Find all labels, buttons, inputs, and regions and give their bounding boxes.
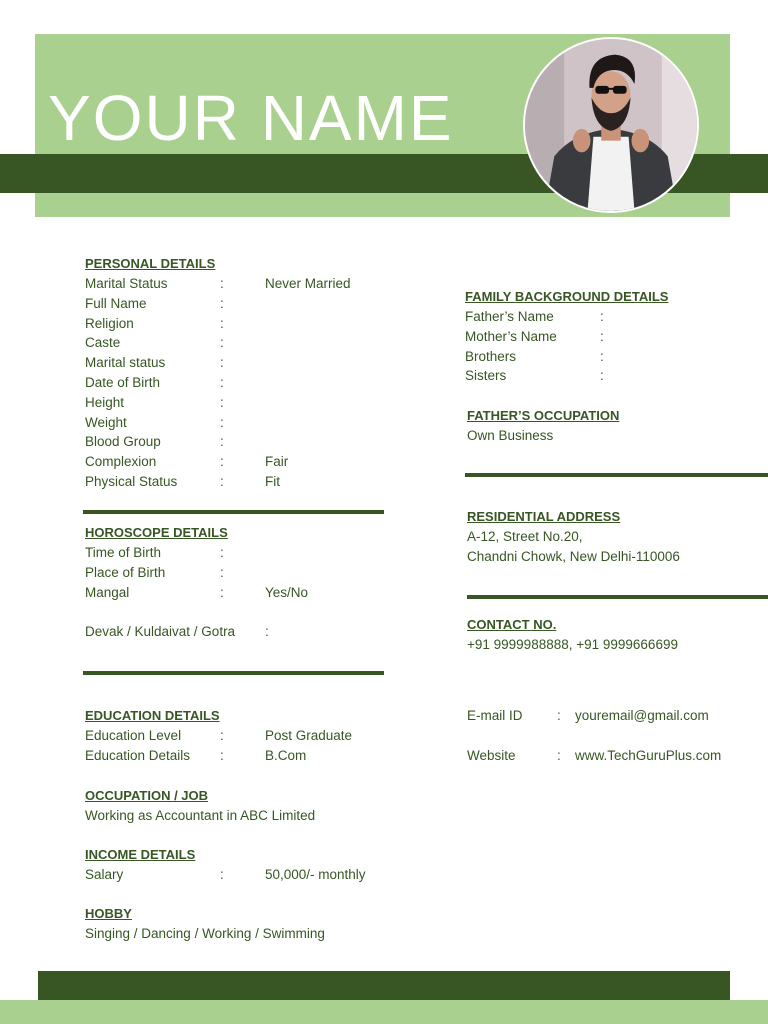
field-value: Fit <box>265 473 280 489</box>
detail-row <box>465 307 725 327</box>
field-label: Mangal <box>85 584 130 600</box>
detail-row <box>85 373 385 393</box>
field-label: Complexion <box>85 454 157 470</box>
father-occupation-text: Own Business <box>467 428 554 443</box>
personal-details-list <box>85 274 385 492</box>
field-separator: : <box>600 348 604 364</box>
field-separator: : <box>220 315 224 331</box>
hobby-text: Singing / Dancing / Working / Swimming <box>85 926 325 941</box>
address-line-2: Chandni Chowk, New Delhi-110006 <box>467 549 680 564</box>
divider <box>83 671 384 675</box>
field-separator: : <box>220 545 224 560</box>
field-label: Blood Group <box>85 434 161 450</box>
field-value: Fair <box>265 454 289 470</box>
field-label: Education Details <box>85 747 191 763</box>
divider <box>467 595 768 599</box>
field-label: Caste <box>85 335 121 351</box>
field-label: Devak / Kuldaivat / Gotra <box>85 624 236 639</box>
field-separator: : <box>557 707 561 723</box>
detail-row <box>85 472 385 492</box>
candidate-name: YOUR NAME <box>48 82 454 154</box>
income-details-list <box>85 865 385 885</box>
field-label: E-mail ID <box>467 707 523 723</box>
field-separator: : <box>220 394 224 410</box>
detail-row <box>85 294 385 314</box>
field-value: Never Married <box>265 276 351 291</box>
field-separator: : <box>600 328 604 344</box>
family-details-list <box>465 307 725 386</box>
website-value[interactable]: www.TechGuruPlus.com <box>575 747 722 763</box>
field-label: Place of Birth <box>85 564 166 580</box>
section-title-hobby: HOBBY <box>85 906 132 921</box>
detail-row <box>85 393 385 413</box>
horoscope-details-list <box>85 543 385 602</box>
field-separator: : <box>220 584 224 600</box>
detail-row <box>465 347 725 367</box>
field-label: Religion <box>85 315 134 331</box>
section-title-occupation: OCCUPATION / JOB <box>85 788 209 803</box>
field-label: Brothers <box>465 348 517 364</box>
field-label: Weight <box>85 414 127 430</box>
field-separator: : <box>220 414 224 430</box>
detail-row <box>85 583 385 603</box>
divider <box>83 510 384 514</box>
footer-band <box>0 1000 768 1024</box>
detail-row <box>465 366 725 386</box>
field-separator: : <box>220 473 224 489</box>
field-separator: : <box>220 276 224 291</box>
section-title-horoscope: HOROSCOPE DETAILS <box>85 525 228 540</box>
field-separator: : <box>265 624 269 639</box>
section-title-address: RESIDENTIAL ADDRESS <box>467 509 621 524</box>
field-label: Physical Status <box>85 473 178 489</box>
field-value: Post Graduate <box>265 728 353 743</box>
field-separator: : <box>220 335 224 351</box>
occupation-text: Working as Accountant in ABC Limited <box>85 808 316 823</box>
field-label: Full Name <box>85 295 147 311</box>
detail-row <box>85 563 385 583</box>
field-label: Marital Status <box>85 276 168 291</box>
detail-row <box>85 413 385 433</box>
email-row <box>467 706 757 726</box>
field-value: 50,000/- monthly <box>265 867 366 882</box>
field-label: Marital status <box>85 355 166 371</box>
detail-row <box>85 543 385 563</box>
field-separator: : <box>220 355 224 371</box>
phone-numbers: +91 9999988888, +91 9999666699 <box>467 637 678 652</box>
address-line-1: A-12, Street No.20, <box>467 529 583 544</box>
field-label: Date of Birth <box>85 374 161 390</box>
section-title-family: FAMILY BACKGROUND DETAILS <box>465 289 669 304</box>
field-label: Father’s Name <box>465 309 554 324</box>
section-title-father-occupation: FATHER’S OCCUPATION <box>467 408 620 423</box>
detail-row <box>85 353 385 373</box>
field-separator: : <box>220 434 224 450</box>
field-label: Education Level <box>85 728 182 743</box>
field-separator: : <box>220 454 224 470</box>
field-label: Website <box>467 747 516 763</box>
email-value[interactable]: youremail@gmail.com <box>575 707 709 723</box>
field-separator: : <box>600 368 604 384</box>
field-label: Time of Birth <box>85 545 162 560</box>
field-label: Salary <box>85 867 124 882</box>
field-separator: : <box>220 564 224 580</box>
detail-row <box>85 274 385 294</box>
gotra-row <box>85 622 385 642</box>
detail-row <box>85 726 385 746</box>
field-label: Height <box>85 394 125 410</box>
field-value: B.Com <box>265 747 307 763</box>
field-separator: : <box>220 374 224 390</box>
field-separator: : <box>600 309 604 324</box>
education-details-list <box>85 726 385 766</box>
detail-row <box>85 865 385 885</box>
website-row <box>467 746 757 766</box>
field-label: Mother’s Name <box>465 328 557 344</box>
detail-row <box>465 327 725 347</box>
profile-photo <box>523 37 699 213</box>
detail-row <box>85 333 385 353</box>
field-separator: : <box>220 747 224 763</box>
section-title-contact: CONTACT NO. <box>467 617 557 632</box>
profile-photo-illustration <box>525 39 697 211</box>
field-separator: : <box>557 747 561 763</box>
detail-row <box>85 314 385 334</box>
footer-stripe <box>38 971 730 1000</box>
field-separator: : <box>220 295 224 311</box>
field-separator: : <box>220 867 224 882</box>
detail-row <box>85 432 385 452</box>
section-title-education: EDUCATION DETAILS <box>85 708 220 723</box>
section-title-personal: PERSONAL DETAILS <box>85 256 216 271</box>
field-separator: : <box>220 728 224 743</box>
section-title-income: INCOME DETAILS <box>85 847 196 862</box>
detail-row <box>85 452 385 472</box>
field-label: Sisters <box>465 368 507 384</box>
divider <box>465 473 768 477</box>
detail-row <box>85 746 385 766</box>
field-value: Yes/No <box>265 584 309 600</box>
